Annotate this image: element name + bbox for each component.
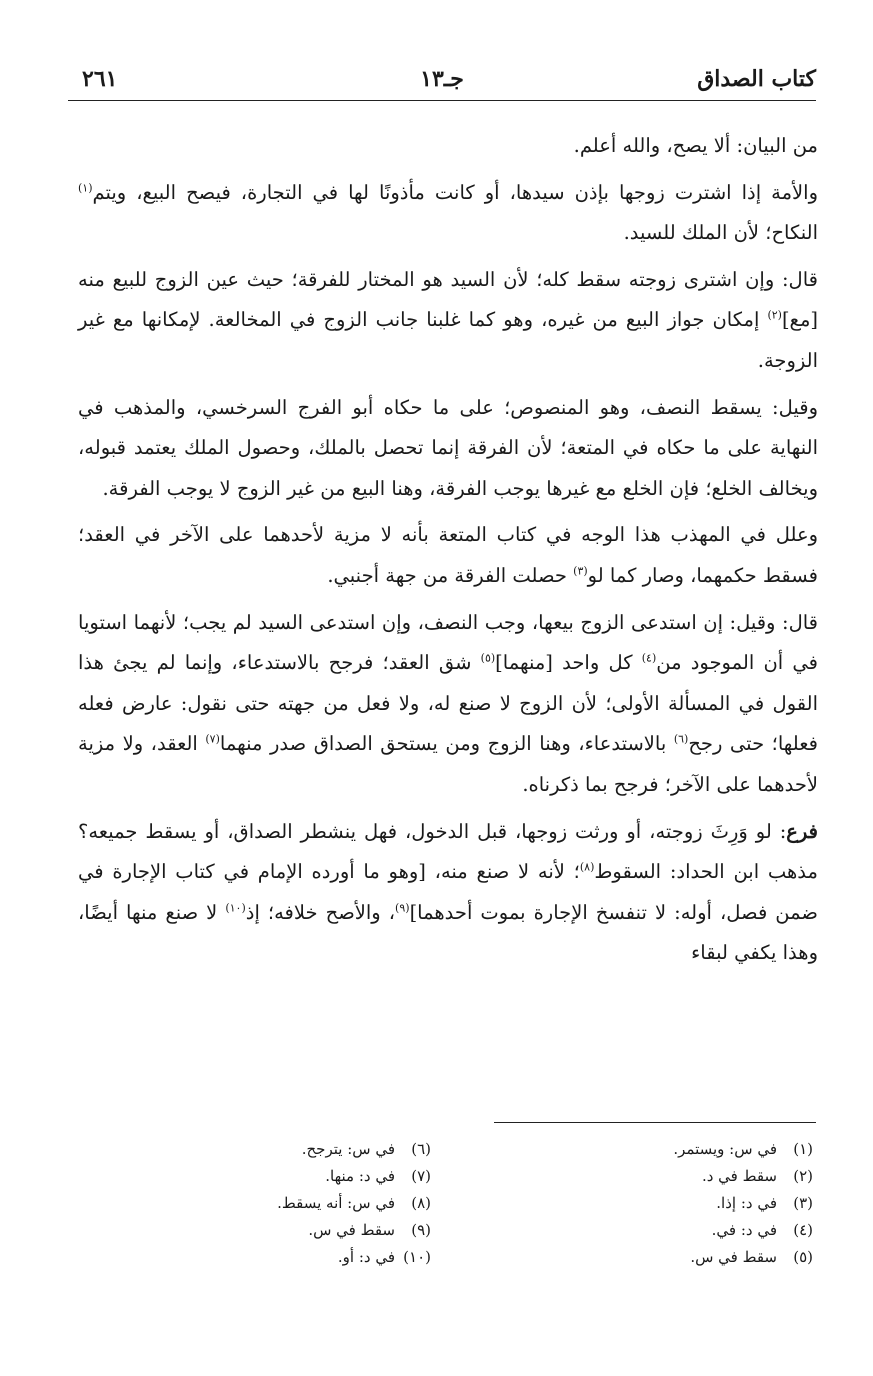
- footnote: (٥)سقط في س.: [690, 1248, 813, 1266]
- footnote-ref[interactable]: (٥): [480, 651, 496, 665]
- footnote: (٧)في د: منها.: [325, 1167, 431, 1185]
- chapter-title: كتاب الصداق: [697, 66, 816, 92]
- paragraph-4: وقيل: يسقط النصف، وهو المنصوص؛ على ما حكاه أبو الفرج السرخسي، والمذهب في النهاية على ما حكاه في المتعة؛ لأن الفرقة إنما تحصل بالملك، وحصول الملك يعتمد قبوله، ويخالف الخلع؛ فإن الخلع مع غيرها يوجب الفرقة، وهنا البيع من غير الزوج لا يوجب الفرقة.: [78, 395, 818, 500]
- paragraph-2: والأمة إذا اشترت زوجها بإذن سيدها، أو كانت مأذونًا لها في التجارة، فيصح البيع، ويتم$^{(١)}$ النكاح؛ لأن الملك للسيد.: [78, 180, 818, 245]
- page-number: ٢٦١: [82, 66, 118, 92]
- paragraph-3: قال: وإن اشترى زوجته سقط كله؛ لأن السيد هو المختار للفرقة؛ حيث عين الزوج للبيع منه [مع]$^{(٢)}$ إمكان جواز البيع من غيره، وهو كما غلبنا جانب الزوج في المخالعة. لإمكانها مع غير الزوجة.: [78, 267, 818, 372]
- footnote-ref[interactable]: (٤): [641, 651, 657, 665]
- paragraph-7: فرع: لو وَرِثَ زوجته، أو ورثت زوجها، قبل الدخول، فهل ينشطر الصداق، أو يسقط جميعه؟ مذهب ابن الحداد: السقوط$^{(٨)}$؛ لأنه لا صنع منه، [وهو ما أورده الإمام في كتاب الإجارة في ضمن فصل، أوله: لا تنفسخ الإجارة بموت أحدهما]$^{(٩)}$، والأصح خلافه؛ إذ$^{(١٠)}$ لا صنع منها أيضًا، وهذا يكفي لبقاء: [78, 819, 818, 965]
- footnote: (٣)في د: إذا.: [716, 1194, 813, 1212]
- footnote-ref[interactable]: (٧): [205, 732, 220, 746]
- header-rule: [68, 100, 816, 101]
- paragraph-1: من البيان: ألا يصح، والله أعلم.: [573, 134, 818, 157]
- footnote-ref[interactable]: (٦): [673, 732, 689, 746]
- paragraph-6: قال: وقيل: إن استدعى الزوج بيعها، وجب النصف، وإن استدعى السيد لم يجب؛ لأنهما استويا في أن الموجود من$^{(٤)}$ كل واحد [منهما]$^{(٥)}$ شق العقد؛ فرجح بالاستدعاء، وإنما لم يجئ هذا القول في المسألة الأولى؛ لأن الزوج لا صنع له، ولا فعل من جهته حتى نقول: عارض فعله فعلها؛ حتى رجح$^{(٦)}$ بالاستدعاء، وهنا الزوج ومن يستحق الصداق صدر منهما$^{(٧)}$ العقد، ولا مزية لأحدهما على الآخر؛ فرجح بما ذكرناه.: [78, 610, 818, 796]
- footnote-ref[interactable]: (٣): [573, 564, 588, 578]
- footnote: (٤)في د: في.: [711, 1221, 813, 1239]
- footnote-rule: [494, 1122, 816, 1123]
- footnote: (٩)سقط في س.: [308, 1221, 431, 1239]
- footnote: (١)في س: ويستمر.: [673, 1140, 813, 1158]
- paragraph-5: وعلل في المهذب هذا الوجه في كتاب المتعة بأنه لا مزية لأحدهما على الآخر في العقد؛ فسقط حكمهما، وصار كما لو$^{(٣)}$ حصلت الفرقة من جهة أجنبي.: [78, 523, 818, 587]
- footnote: (٦)في س: يترجح.: [301, 1140, 431, 1158]
- footnote-ref[interactable]: (١٠): [225, 901, 246, 915]
- branch-label: فرع: [786, 819, 818, 843]
- footnote: (٢)سقط في د.: [701, 1167, 813, 1185]
- volume-number: جـ١٣: [420, 66, 464, 92]
- footnote: (١٠)في د: أو.: [337, 1248, 431, 1266]
- main-text: [78, 126, 818, 980]
- running-header: [68, 66, 816, 96]
- footnotes-left-column: [101, 1136, 431, 1271]
- footnote-ref[interactable]: (٨): [579, 860, 595, 874]
- footnote: (٨)في س: أنه يسقط.: [277, 1194, 431, 1212]
- footnote-ref[interactable]: (٩): [395, 901, 410, 915]
- footnote-ref[interactable]: (٢): [767, 308, 782, 322]
- footnotes-right-column: [483, 1136, 813, 1271]
- footnote-ref[interactable]: (١): [78, 181, 93, 195]
